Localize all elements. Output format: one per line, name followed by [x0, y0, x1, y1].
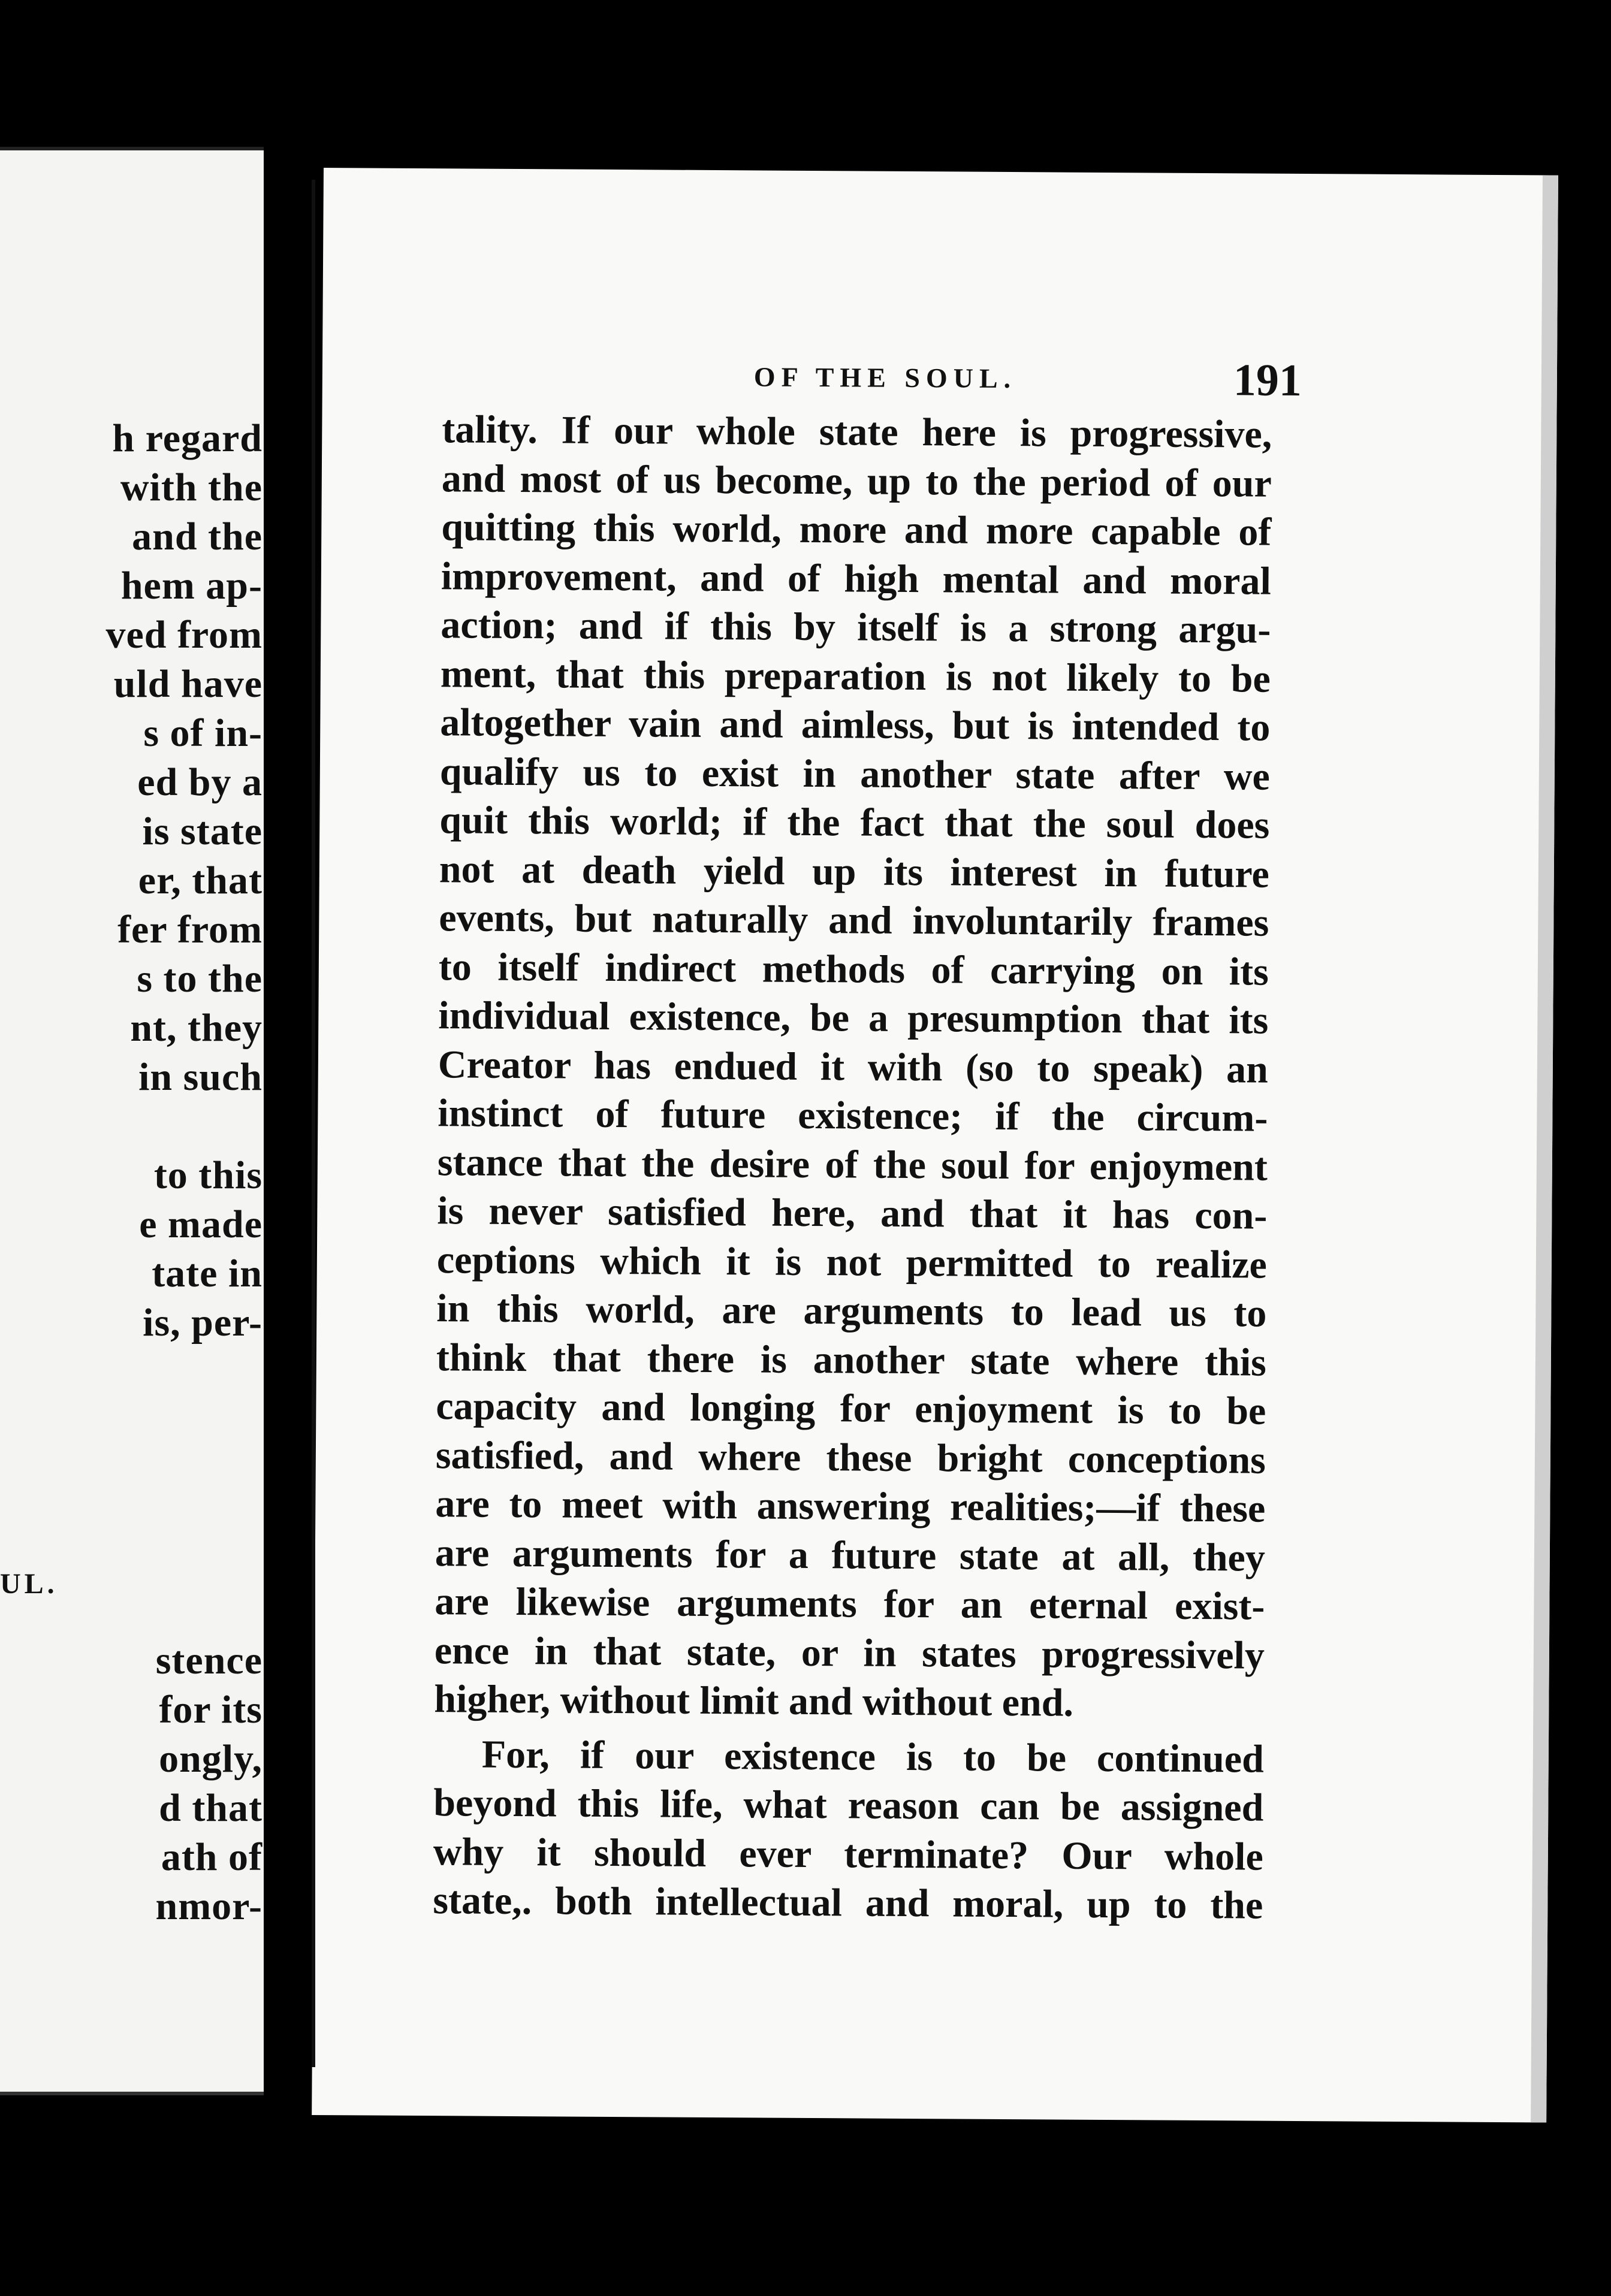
text-line: are likewise arguments for an eternal exist- [435, 1579, 1265, 1629]
left-line: fer from [117, 908, 263, 951]
left-line: with the [120, 466, 263, 509]
text-line: quit this world; if the fact that the soul does [439, 798, 1270, 847]
text-line: action; and if this by itself is a strong argu- [441, 603, 1271, 652]
text-line: state,. both intellectual and moral, up to the [433, 1878, 1263, 1928]
left-page-heading: UL. [0, 1568, 58, 1600]
left-line: for its [159, 1688, 263, 1732]
text-line: quitting this world, more and more capable of [441, 505, 1272, 554]
left-line: to this [153, 1153, 263, 1197]
left-page-text-bottom [11, 1636, 263, 1931]
text-line: satisfied, and where these bright conceptions [435, 1433, 1266, 1482]
text-line: Creator has endued it with (so to speak) an [438, 1042, 1269, 1092]
paragraph-2 [433, 1730, 1264, 1930]
left-page-text-top [11, 414, 263, 1348]
left-line-gap [11, 1102, 263, 1151]
left-line: e made [139, 1203, 263, 1246]
text-line: stance that the desire of the soul for enjoyment [437, 1140, 1268, 1189]
left-line: stence [155, 1639, 263, 1682]
text-line: For, if our existence is to be continued [481, 1732, 1265, 1781]
left-line: nt, they [130, 1006, 263, 1050]
text-line: higher, without limit and without end. [434, 1677, 1074, 1725]
text-line: ment, that this preparation is not likely to be [440, 651, 1271, 701]
text-line: and most of us become, up to the period of our [441, 456, 1272, 506]
text-line: why it should ever terminate? Our whole [433, 1829, 1264, 1879]
spine-line [312, 180, 315, 2067]
left-line: and the [132, 515, 263, 558]
left-line: tate in [152, 1252, 263, 1295]
text-line: altogether vain and aimless, but is intended to [440, 700, 1271, 750]
text-line: beyond this life, what reason can be assigned [433, 1781, 1264, 1830]
left-line: ved from [105, 613, 263, 657]
left-line: ongly, [159, 1737, 263, 1781]
text-line: is never satisfied here, and that it has con- [437, 1189, 1268, 1238]
left-line: is state [142, 809, 263, 853]
left-line: hem ap- [120, 564, 263, 608]
text-line: in this world, are arguments to lead us to [436, 1286, 1267, 1336]
left-page-fragment [0, 147, 264, 2095]
text-line: improvement, and of high mental and moral [441, 554, 1272, 603]
text-line: tality. If our whole state here is progressive, [442, 407, 1272, 457]
page-number: 191 [1233, 355, 1302, 406]
text-line: capacity and longing for enjoyment is to be [436, 1384, 1266, 1433]
text-line: individual existence, be a presumption that its [438, 993, 1269, 1043]
text-line: are to meet with answering realities;—if these [435, 1482, 1266, 1531]
left-line: ath of [161, 1835, 263, 1879]
left-line: h regard [112, 416, 263, 460]
text-line: ence in that state, or in states progressively [434, 1628, 1265, 1678]
right-page [312, 168, 1558, 2123]
left-line: in such [138, 1055, 263, 1099]
running-head: OF THE SOUL. [753, 361, 1017, 394]
text-line: are arguments for a future state at all, they [435, 1530, 1266, 1580]
paragraph-1 [434, 405, 1272, 1729]
text-line: think that there is another state where this [436, 1335, 1267, 1385]
left-line: ed by a [137, 760, 263, 804]
text-line: events, but naturally and involuntarily frames [439, 896, 1269, 945]
text-line: instinct of future existence; if the circum- [438, 1091, 1268, 1140]
text-line: ceptions which it is not permitted to realize [436, 1237, 1268, 1287]
page-body-text [433, 405, 1272, 1930]
left-line: s of in- [143, 711, 263, 755]
left-line: uld have [113, 662, 263, 706]
left-line: nmor- [155, 1884, 263, 1928]
left-line: er, that [138, 859, 263, 902]
text-line: qualify us to exist in another state after we [439, 749, 1271, 799]
text-line: to itself indirect methods of carrying on its [438, 944, 1269, 994]
text-line: not at death yield up its interest in future [439, 847, 1270, 896]
left-line: s to the [137, 957, 263, 1001]
left-line: d that [159, 1786, 263, 1830]
left-line: is, per- [143, 1301, 263, 1345]
